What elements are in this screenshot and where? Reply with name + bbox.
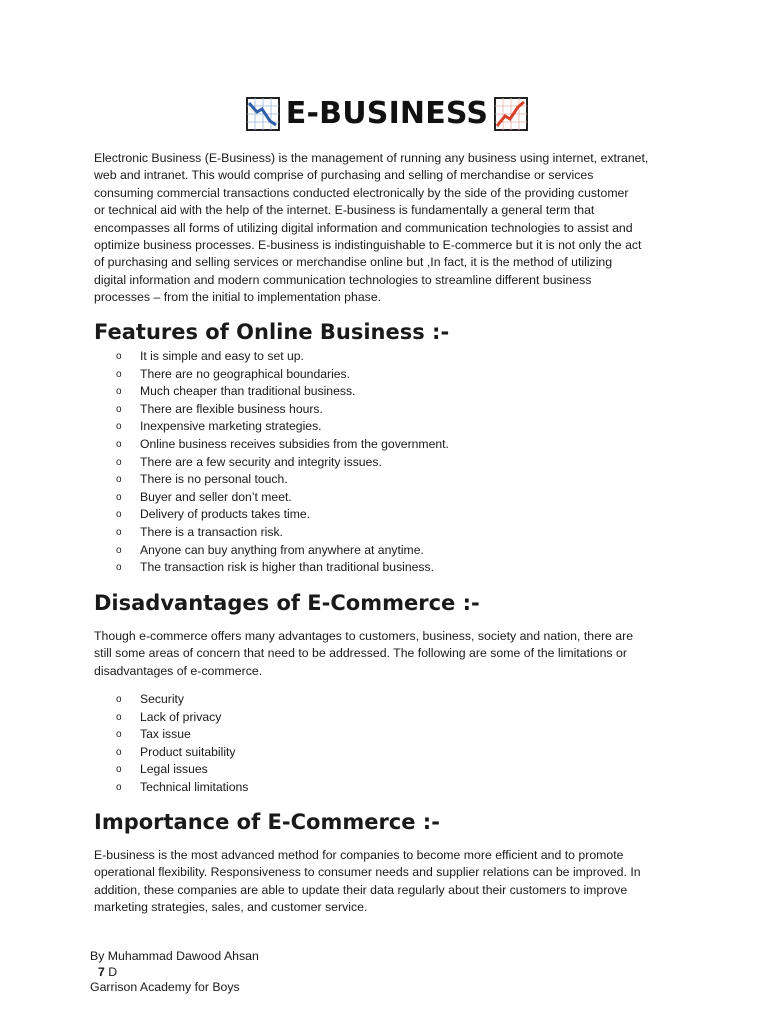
intro-line: Electronic Business (E-Business) is the management of running any business using internet, extranet, xyxy=(94,151,649,165)
paragraph-line: Though e-commerce offers many advantages to customers, business, society and nation, there are xyxy=(94,629,634,643)
bullet-icon: o xyxy=(116,491,122,503)
bullet-icon: o xyxy=(116,351,122,362)
intro-line: or technical aid with the help of the internet. E-business is fundamentally a general term that xyxy=(94,203,595,218)
list-item xyxy=(116,348,449,366)
page-footer xyxy=(90,949,259,996)
list-item-text: Lack of privacy xyxy=(140,709,222,724)
list-item-text: There is no personal touch. xyxy=(140,472,288,487)
paragraph-line: marketing strategies, sales, and customer service. xyxy=(94,900,368,915)
bullet-icon: o xyxy=(116,509,122,521)
list-item-text: There are no geographical boundaries. xyxy=(140,366,351,381)
list-item xyxy=(116,366,449,384)
intro-line: encompasses all forms of utilizing digital information and communication technologies to assist and xyxy=(94,220,633,235)
list-item-text: Technical limitations xyxy=(140,779,249,794)
paragraph-line: E-business is the most advanced method for companies to become more efficient and to promote xyxy=(94,848,624,862)
list-item-text: Buyer and seller don’t meet. xyxy=(140,489,292,504)
list-item-text: There are flexible business hours. xyxy=(140,401,323,416)
footer-page-line xyxy=(90,965,259,981)
bullet-icon: o xyxy=(116,781,122,793)
list-item xyxy=(116,454,449,472)
bullet-icon: o xyxy=(116,729,122,741)
list-item-text: Inexpensive marketing strategies. xyxy=(140,419,322,434)
bullet-icon: o xyxy=(116,746,122,758)
list-item-text: There is a transaction risk. xyxy=(140,524,283,539)
disadvantages-heading: Disadvantages of E-Commerce :- xyxy=(94,591,480,615)
list-item xyxy=(116,691,248,709)
footer-author: By Muhammad Dawood Ahsan xyxy=(90,949,259,963)
bullet-icon: o xyxy=(116,368,122,380)
list-item-text: Online business receives subsidies from the government. xyxy=(140,436,449,451)
list-item xyxy=(116,542,449,560)
list-item-text: Security xyxy=(140,692,185,706)
paragraph-line: still some areas of concern that need to be addressed. The following are some of the limitations or xyxy=(94,646,627,661)
list-item-text: Much cheaper than traditional business. xyxy=(140,384,356,399)
paragraph-line: operational flexibility. Responsiveness to consumer needs and supplier relations can be improved. In xyxy=(94,865,641,880)
features-heading: Features of Online Business :- xyxy=(94,320,450,344)
chart-down-icon xyxy=(246,97,280,131)
list-item-text: Product suitability xyxy=(140,744,236,759)
list-item xyxy=(116,779,248,797)
document-title: E-BUSINESS xyxy=(285,96,489,131)
bullet-icon: o xyxy=(116,711,122,723)
paragraph-line: addition, these companies are able to update their data regularly about their customers to improve xyxy=(94,882,628,897)
list-item-text: Delivery of products takes time. xyxy=(140,507,311,522)
page-suffix: D xyxy=(108,964,118,979)
bullet-icon: o xyxy=(116,764,122,776)
paragraph-line: disadvantages of e-commerce. xyxy=(94,663,263,678)
intro-line: consuming commercial transactions conducted electronically by the side of the providing customer xyxy=(94,185,629,200)
bullet-icon: o xyxy=(116,474,122,486)
bullet-icon: o xyxy=(116,403,122,415)
bullet-icon: o xyxy=(116,438,122,450)
intro-line: optimize business processes. E-business is indistinguishable to E-commerce but it is not only the act xyxy=(94,238,642,253)
importance-paragraph xyxy=(94,847,678,917)
intro-line: digital information and modern communication technologies to streamline different business xyxy=(94,272,592,287)
list-item-text: Legal issues xyxy=(140,762,208,777)
features-list xyxy=(116,348,449,577)
importance-heading: Importance of E-Commerce :- xyxy=(94,810,440,834)
list-item xyxy=(116,471,449,489)
bullet-icon: o xyxy=(116,456,122,468)
list-item xyxy=(116,401,449,419)
list-item xyxy=(116,761,248,779)
bullet-icon: o xyxy=(116,421,122,433)
list-item xyxy=(116,559,449,577)
list-item xyxy=(116,524,449,542)
intro-line: web and intranet. This would comprise of purchasing and selling of merchandise or services xyxy=(94,168,594,183)
footer-school: Garrison Academy for Boys xyxy=(90,980,240,994)
list-item xyxy=(116,709,248,727)
intro-line: processes – from the initial to implementation phase. xyxy=(94,290,382,305)
list-item xyxy=(116,726,248,744)
bullet-icon: o xyxy=(116,562,122,574)
list-item xyxy=(116,489,449,507)
page-number: 7 xyxy=(98,964,105,979)
disadvantages-list xyxy=(116,691,248,797)
list-item-text: It is simple and easy to set up. xyxy=(140,349,304,363)
bullet-icon: o xyxy=(116,694,122,705)
list-item xyxy=(116,383,449,401)
bullet-icon: o xyxy=(116,386,122,398)
list-item-text: The transaction risk is higher than traditional business. xyxy=(140,560,435,575)
disadvantages-paragraph xyxy=(94,628,678,680)
list-item xyxy=(116,418,449,436)
list-item xyxy=(116,744,248,762)
bullet-icon: o xyxy=(116,526,122,538)
intro-paragraph xyxy=(94,150,678,307)
title-row xyxy=(94,94,680,134)
list-item-text: Anyone can buy anything from anywhere at anytime. xyxy=(140,542,424,557)
list-item xyxy=(116,506,449,524)
list-item-text: Tax issue xyxy=(140,727,191,742)
list-item xyxy=(116,436,449,454)
list-item-text: There are a few security and integrity issues. xyxy=(140,454,382,469)
chart-up-icon xyxy=(494,97,528,131)
bullet-icon: o xyxy=(116,544,122,556)
intro-line: of purchasing and selling services or merchandise online but ,In fact, it is the method of utilizing xyxy=(94,255,613,270)
